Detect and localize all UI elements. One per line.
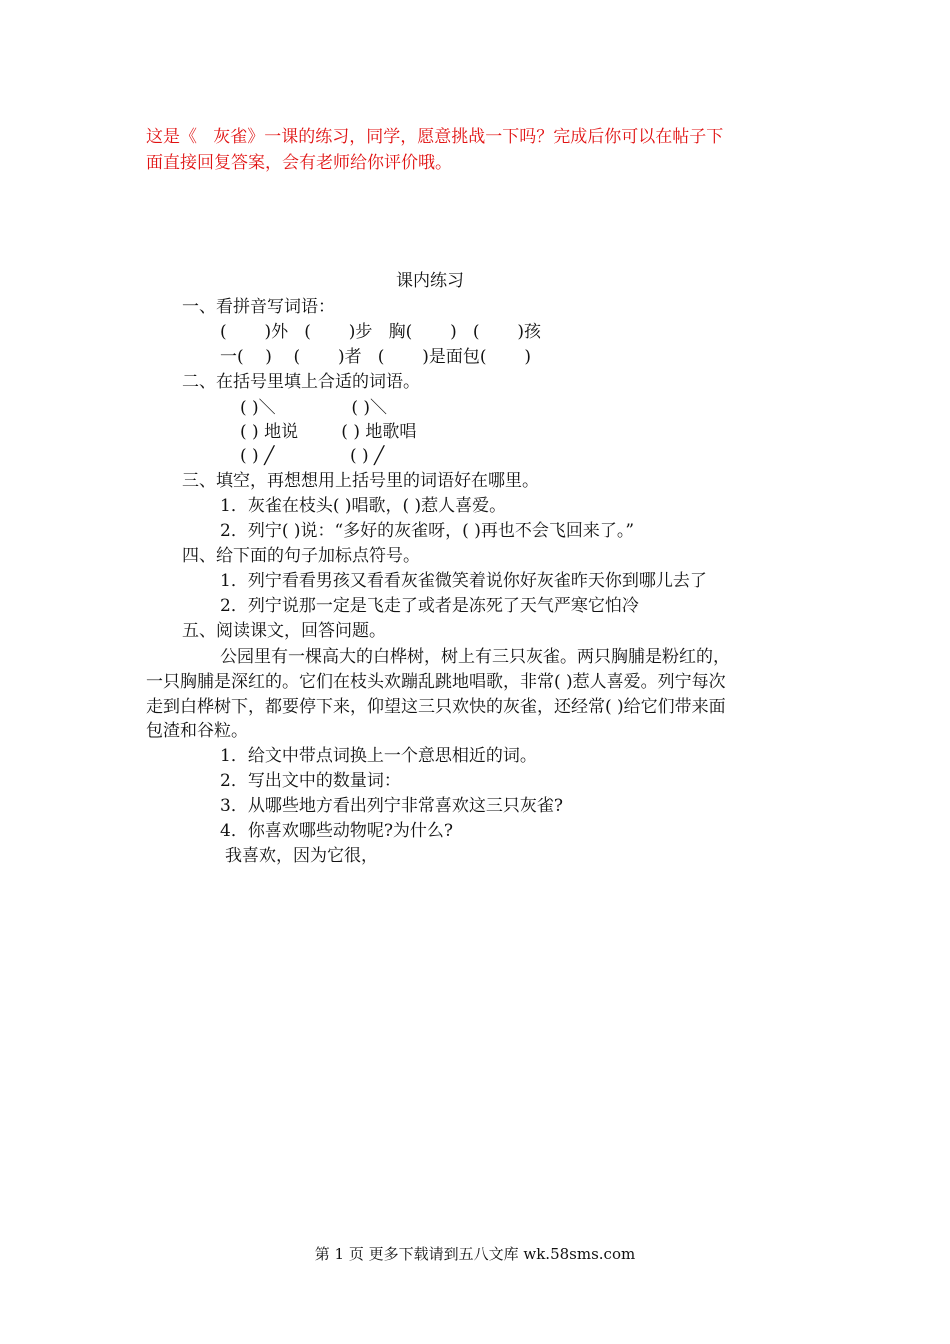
intro-line-2: 面直接回复答案，会有老师给你评价哦。 — [146, 153, 452, 173]
question-item: 1．给文中带点词换上一个意思相近的词。 — [220, 746, 537, 766]
question-item: 3．从哪些地方看出列宁非常喜欢这三只灰雀? — [220, 796, 563, 816]
passage-line: 一只胸脯是深红的。它们在枝头欢蹦乱跳地唱歌，非常( )惹人喜爱。列宁每次 — [146, 672, 726, 692]
question-item: 1．列宁看看男孩又看看灰雀微笑着说你好灰雀昨天你到哪儿去了 — [220, 571, 707, 591]
question-item: 2．列宁( )说：“多好的灰雀呀，( )再也不会飞回来了。” — [220, 521, 635, 541]
section-heading: 四、给下面的句子加标点符号。 — [182, 546, 420, 566]
question-item: 2．列宁说那一定是飞走了或者是冻死了天气严寒它怕冷 — [220, 596, 639, 616]
page-footer: 第 1 页 更多下载请到五八文库 wk.58sms.com — [314, 1245, 636, 1263]
fill-row-3: ( ) ╱ ( ) ╱ — [240, 446, 385, 466]
pinyin-row-2: 一( ) ( )者 ( )是面包( ) — [220, 347, 531, 367]
page-title: 课内练习 — [396, 271, 464, 291]
passage-line: 走到白桦树下，都要停下来，仰望这三只欢快的灰雀，还经常( )给它们带来面 — [146, 697, 726, 717]
section-heading: 三、填空，再想想用上括号里的词语好在哪里。 — [182, 471, 539, 491]
section-heading: 五、阅读课文，回答问题。 — [182, 621, 386, 641]
section-heading: 一、看拼音写词语： — [182, 297, 335, 317]
passage-line: 包渣和谷粒。 — [146, 721, 248, 741]
question-item: 4．你喜欢哪些动物呢?为什么? — [220, 821, 454, 841]
section-heading: 二、在括号里填上合适的词语。 — [182, 372, 420, 392]
fill-row-2: ( ) 地说 ( ) 地歌唱 — [240, 422, 417, 442]
pinyin-row-1: ( )外 ( )步 胸( ) ( )孩 — [220, 322, 541, 342]
question-item: 2．写出文中的数量词： — [220, 771, 401, 791]
answer-prompt: 我喜欢，因为它很， — [225, 846, 378, 866]
question-item: 1．灰雀在枝头( )唱歌，( )惹人喜爱。 — [220, 496, 507, 516]
fill-row-1: ( )＼ ( )＼ — [240, 398, 387, 418]
intro-line-1: 这是《 灰雀》一课的练习，同学，愿意挑战一下吗？完成后你可以在帖子下 — [146, 127, 724, 147]
passage-line: 公园里有一棵高大的白桦树，树上有三只灰雀。两只胸脯是粉红的， — [220, 647, 730, 667]
